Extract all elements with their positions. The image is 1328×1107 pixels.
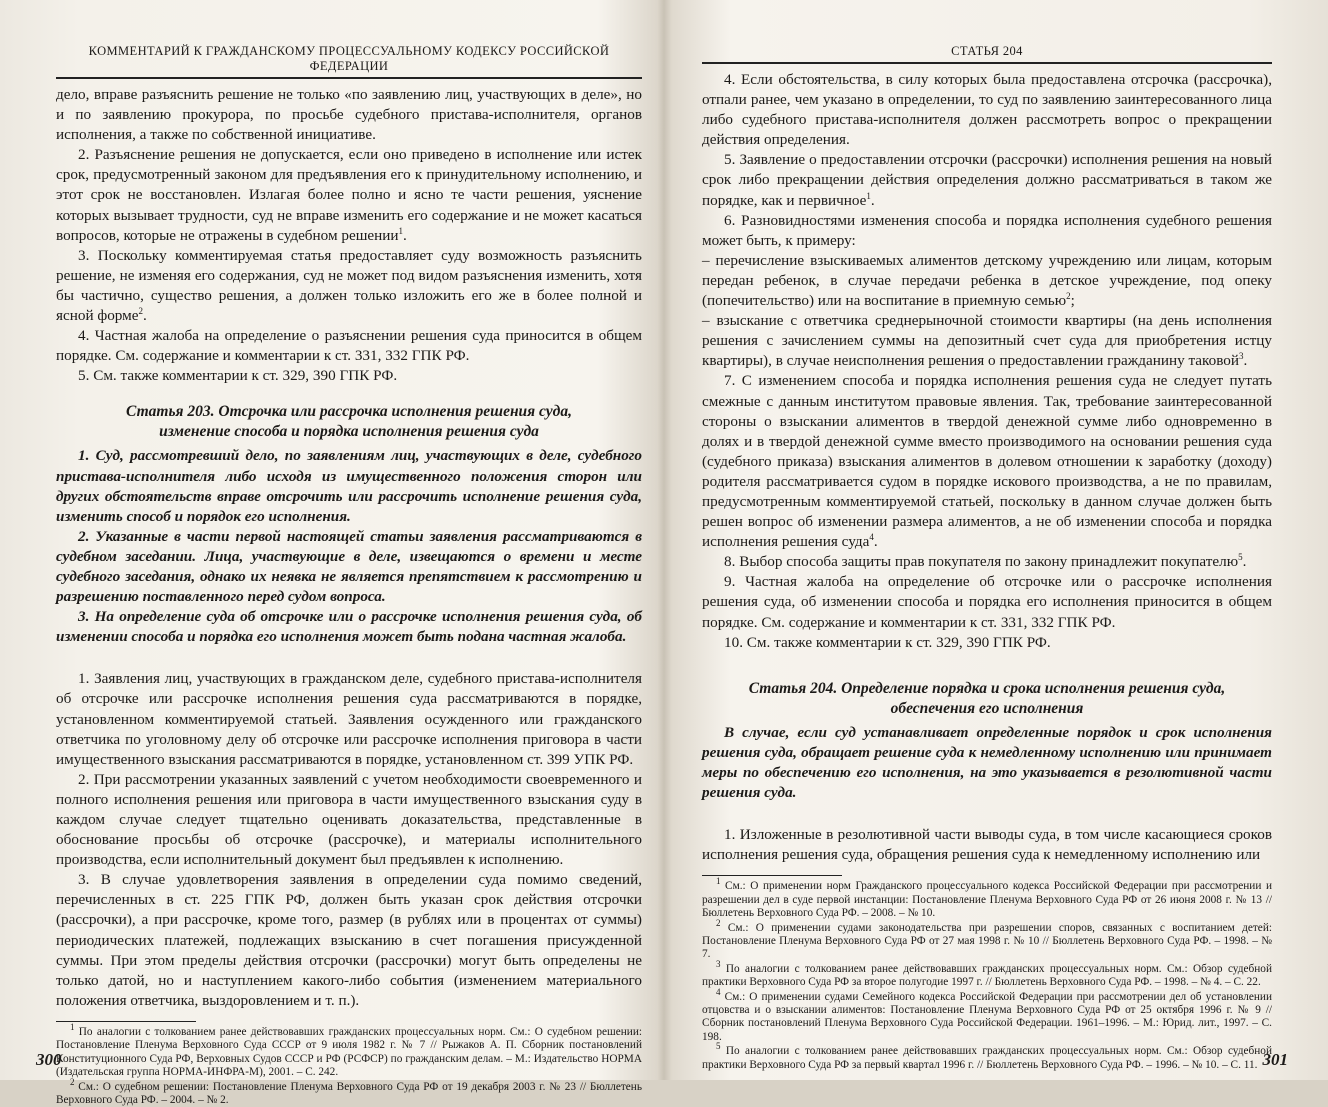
footnote-5: $^5$ По аналогии с толкованием ранее действовавших гражданских процессуальных норм. См.: Обзор судебной практики Верховного Суда РФ за первый квартал 1996 г. // Бюллетень Верховного Суда РФ. – 1996. – № 10. – С. 11. <box>702 1041 1272 1071</box>
comment-203-3: 3. В случае удовлетворения заявления в определении суда помимо сведений, перечисленных в ст. 225 ГПК РФ, должен быть указан срок действия отсрочки (рассрочки), а при рассрочке, кроме того, размер (в рублях или в процентах от суммы) периодических платежей, подлежащих взысканию в счет погашения присужденной суммы. При этом пределы действия отсрочки (рассрочки) могут быть определены не только датой, но и наступлением какого-либо события (изменением материального положения ответчика, выздоровлением и т. п.). <box>56 871 642 1009</box>
left-running-head: КОММЕНТАРИЙ К ГРАЖДАНСКОМУ ПРОЦЕССУАЛЬНОМУ КОДЕКСУ РОССИЙСКОЙ ФЕДЕРАЦИИ <box>56 44 642 79</box>
left-page <box>0 0 662 1106</box>
footnote-rule <box>56 1021 196 1022</box>
article-204-text <box>702 723 1272 803</box>
right-body <box>702 70 1272 865</box>
left-body <box>56 85 642 1011</box>
right-para-6: 6. Разновидностями изменения способа и порядка исполнения судебного решения может быть, к примеру: <box>702 211 1272 249</box>
page-number-left: 300 <box>36 1050 62 1069</box>
right-footnotes <box>702 876 1272 1072</box>
footnote-1: $^1$ По аналогии с толкованием ранее действовавших гражданских процессуальных норм. См.: О судебном решении: Постановление Пленума Верховного Суда СССР от 9 июля 1982 г. № 7 // Рыжаков А. П. Сборник постановлений Конституционного Суда РФ, Верховных Судов СССР и РФ (РСФСР) по гражданским делам. – М.: Издательство НОРМА (Издательская группа НОРМА-ИНФРА-М), 2001. – С. 242. <box>56 1022 642 1079</box>
article-203-text <box>56 446 642 647</box>
left-para-1: дело, вправе разъяснить решение не только «по заявлению лиц, участвующих в деле», но и по заявлению прокурора, по просьбе судебного пристава-исполнителя, органов исполнения, а также по собственной инициативе. <box>56 86 642 144</box>
left-para-3: 3. Поскольку комментируемая статья предоставляет суду возможность разъяснить решение, не изменяя его содержания, суд не может под видом разъяснения изменить, хотя бы частично, существо решения, а должен только изложить его же в более полной и ясной форме$^2$. <box>56 246 642 325</box>
law-204: В случае, если суд устанавливает определенные порядок и срок исполнения решения суда, обращает решение суда к немедленному исполнению или принимает меры по обеспечению его исполнения, на это указывается в резолютивной части решения суда. <box>702 723 1272 801</box>
left-footnotes <box>56 1022 642 1107</box>
left-para-5: 5. См. также комментарии к ст. 329, 390 ГПК РФ. <box>78 367 398 385</box>
left-para-2: 2. Разъяснение решения не допускается, если оно приведено в исполнение или истек срок, предусмотренный законом для предъявления его к принудительному исполнению, и этот срок не восстановлен. Излагая более полно и ясно те части решения, уяснение которых вызывает трудности, суд не вправе изменить его содержание и не может касаться вопросов, которые не отражены в судебном решении$^1$. <box>56 146 642 244</box>
page-number-right: 301 <box>1262 1050 1288 1069</box>
law-203-part-3: 3. На определение суда об отсрочке или о рассрочке исполнения решения суда, об изменении способа и порядка его исполнения может быть подана частная жалоба. <box>56 608 642 646</box>
article-204-title: Статья 204. Определение порядка и срока исполнения решения суда, обеспечения его исполнения <box>748 679 1226 717</box>
law-203-part-2: 2. Указанные в части первой настоящей статьи заявления рассматриваются в судебном заседании. Лица, участвующие в деле, извещаются о времени и месте судебного заседания, однако их неявка не является препятствием к рассмотрению и разрешению поставленного перед судом вопроса. <box>56 527 642 606</box>
right-para-6b: – взыскание с ответчика среднерыночной стоимости квартиры (на день исполнения решения с зачислением суммы на депозитный счет суда для приобретения истцу квартиры), в случае неисполнения решения о предоставлении гражданину таковой$^3$. <box>702 312 1272 370</box>
right-para-5: 5. Заявление о предоставлении отсрочки (рассрочки) исполнения решения на новый срок либо прекращении действия определения должно рассматриваться в таком же порядке, как и первичное$^1$. <box>702 151 1272 209</box>
right-para-10: 10. См. также комментарии к ст. 329, 390 ГПК РФ. <box>724 633 1051 651</box>
right-para-4: 4. Если обстоятельства, в силу которых была предоставлена отсрочка (рассрочка), отпали ранее, чем указано в определении, то суд по заявлению заинтересованного лица либо судебного пристава-исполнителя должен рассмотреть вопрос о прекращении действия определения. <box>702 71 1272 149</box>
footnote-2: $^2$ См.: О применении судами законодательства при разрешении споров, связанных с воспитанием детей: Постановление Пленума Верховного Суда РФ от 27 мая 1998 г. № 10 // Бюллетень Верховного Суда РФ. – 1998. – № 7. <box>702 917 1272 961</box>
law-203-part-1: 1. Суд, рассмотревший дело, по заявлениям лиц, участвующих в деле, судебного пристава-исполнителя либо исходя из имущественного положения сторон или других обстоятельств вправе отсрочить или рассрочить исполнение решения суда, изменить способ и порядок его исполнения. <box>56 447 642 525</box>
right-running-head: СТАТЬЯ 204 <box>702 44 1272 64</box>
left-para-4: 4. Частная жалоба на определение о разъяснении решения суда приносится в общем порядке. См. содержание и комментарии к ст. 331, 332 ГПК РФ. <box>56 327 642 365</box>
comment-204-1: 1. Изложенные в резолютивной части выводы суда, в том числе касающиеся сроков исполнения решения суда, обращения решения суда к немедленному исполнению или <box>702 826 1272 864</box>
article-203-title: Статья 203. Отсрочка или рассрочка исполнения решения суда, изменение способа и порядка исполнения решения суда <box>126 403 572 441</box>
footnote-1: $^1$ См.: О применении норм Гражданского процессуального кодекса Российской Федерации при рассмотрении и разрешении дел в суде первой инстанции: Постановление Пленума Верховного Суда РФ от 26 июня 2008 г. № 13 // Бюллетень Верховного Суда РФ. – 2008. – № 10. <box>702 876 1272 920</box>
comment-203-2: 2. При рассмотрении указанных заявлений с учетом необходимости своевременного и полного исполнения решения или приговора в части имущественного взыскания суду в каждом случае следует тщательно оценивать доказательства, представленные в обоснование просьбы об отсрочке (рассрочке), и материалы исполнительного производства, если исполнительный документ был предъявлен к исполнению. <box>56 770 642 869</box>
comment-203-1: 1. Заявления лиц, участвующих в гражданском деле, судебного пристава-исполнителя об отсрочке или рассрочке исполнения решения суда рассматриваются в порядке, установленном комментируемой статьей. Заявления осужденного или гражданского ответчика по уголовному делу об отсрочке или рассрочке исполнения приговора в части имущественного взыскания рассматриваются в порядке, установленном ст. 399 УПК РФ. <box>56 670 642 768</box>
footnote-rule <box>702 875 842 876</box>
footnote-4: $^4$ См.: О применении судами Семейного кодекса Российской Федерации при рассмотрении дел об установлении отцовства и о взыскании алиментов: Постановление Пленума Верховного Суда РФ от 25 октября 1996 г. № 9 // Сборник постановлений Пленума Верховного Суда Российской Федерации. 1961–1996. – М.: Юрид. лит., 1997. – С. 198. <box>702 986 1272 1043</box>
right-para-8: 8. Выбор способа защиты прав покупателя по закону принадлежит покупателю$^5$. <box>724 552 1247 571</box>
right-page <box>666 0 1328 1080</box>
right-para-7: 7. С изменением способа и порядка исполнения решения суда не следует путать смежные с данным институтом правовые явления. Так, требование заинтересованной стороны о взыскании алиментов в твердой денежной сумме либо одновременно в долях и в твердой денежной сумме вместо производимого на основании решения суда (судебного приказа) взыскания алиментов в долевом отношении к заработку (доходу) родителя рассматривается судом в порядке искового производства, а не по правилам, предусмотренным комментируемой статьей, поскольку в данном случае должен быть решен вопрос об изменении размера алиментов, а не об изменении способа и порядка исполнения решения суда$^4$. <box>702 372 1272 551</box>
footnote-2: $^2$ См.: О судебном решении: Постановление Пленума Верховного Суда РФ от 19 декабря 2003 г. № 23 // Бюллетень Верховного Суда РФ. – 2004. – № 2. <box>56 1076 642 1106</box>
right-para-9: 9. Частная жалоба на определение об отсрочке или о рассрочке исполнения решения суда, об изменении способа и порядка его исполнения приносится в общем порядке. См. содержание и комментарии к ст. 331, 332 ГПК РФ. <box>702 573 1272 631</box>
right-para-6a: – перечисление взыскиваемых алиментов детскому учреждению или лицам, которым передан ребенок, в случае передачи ребенка в детское учреждение, под опеку (попечительство) или на воспитание в приемную семью$^2$; <box>702 251 1272 310</box>
footnote-3: $^3$ По аналогии с толкованием ранее действовавших гражданских процессуальных норм. См.: Обзор судебной практики Верховного Суда РФ за второе полугодие 1997 г. // Бюллетень Верховного Суда РФ. – 1998. – № 4. – С. 22. <box>702 958 1272 989</box>
